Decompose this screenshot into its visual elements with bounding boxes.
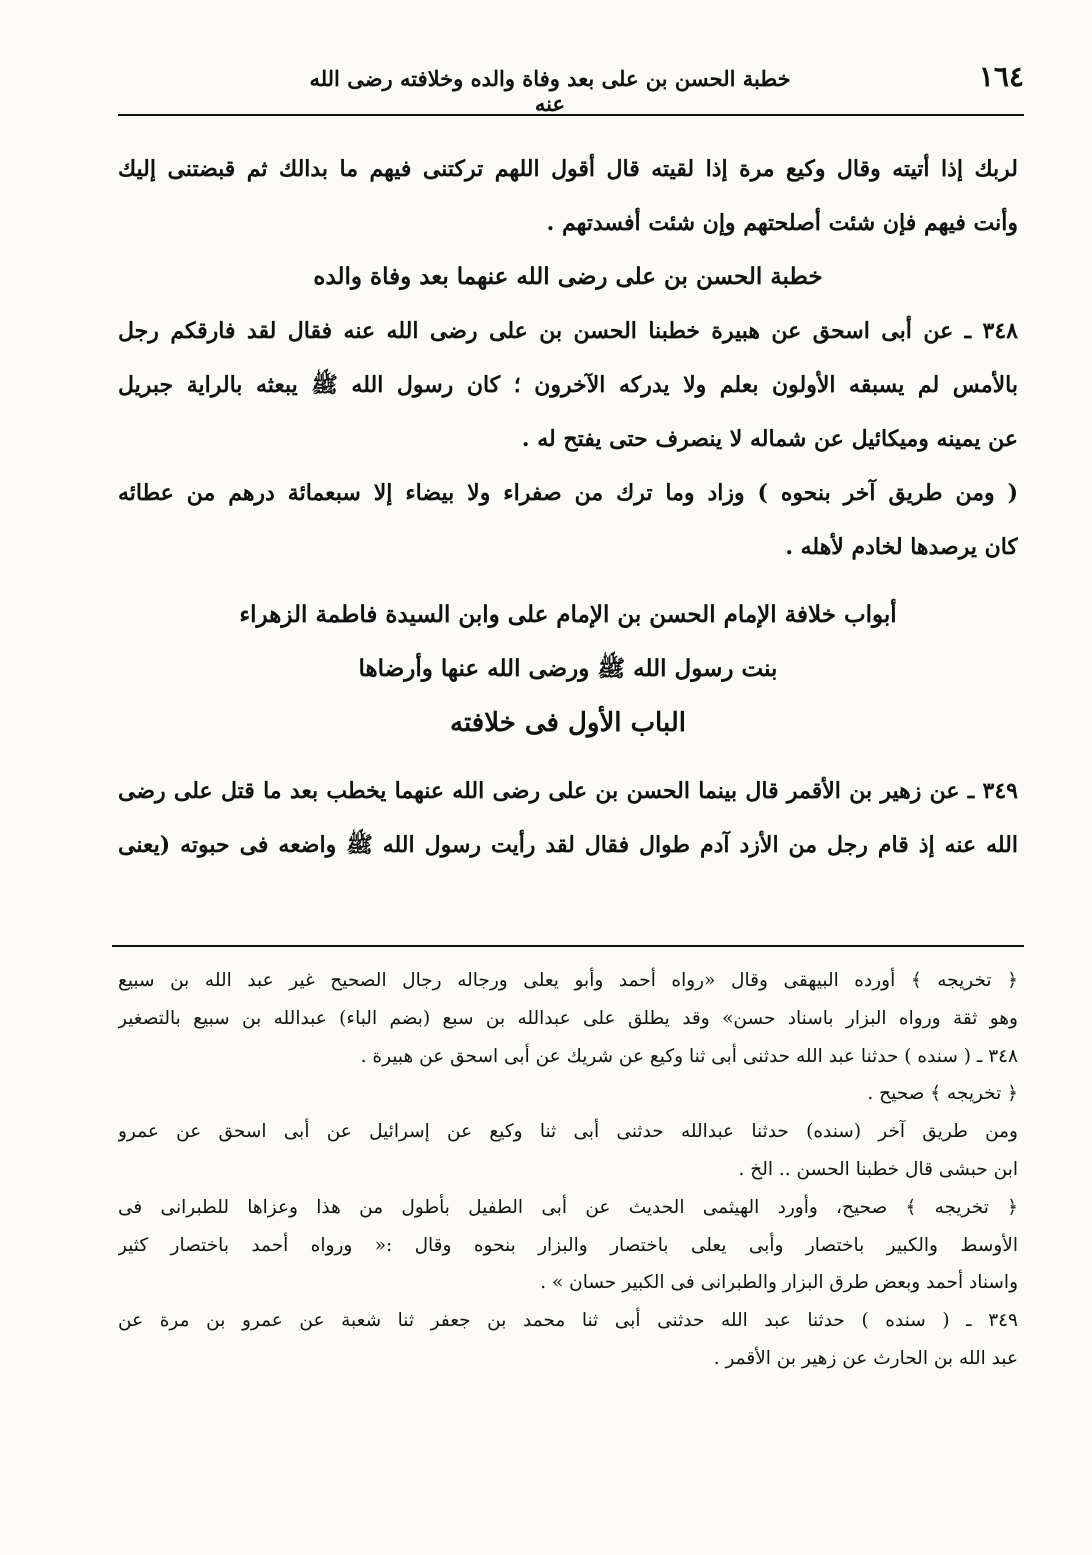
footnote-line: ٣٤٨ ـ ( سنده ) حدثنا عبد الله حدثنى أبى ثنا وكيع عن شريك عن أبى اسحق عن هبيرة .	[360, 1045, 1018, 1067]
header-rule	[118, 114, 1024, 116]
text-line: ( ومن طريق آخر بنحوه ) وزاد وما ترك من صفراء ولا بيضاء إلا سبعمائة درهم من عطائه	[118, 480, 1018, 506]
footnote-rule	[112, 945, 1024, 947]
chapter-title: الباب الأول فى خلافته	[450, 708, 686, 738]
text-line: بالأمس لم يسبقه الأولون بعلم ولا يدركه الآخرون ؛ كان رسول الله ﷺ يبعثه بالراية جبريل	[118, 372, 1018, 398]
chapter-heading: بنت رسول الله ﷺ ورضى الله عنها وأرضاها	[358, 655, 778, 682]
footnote-line: ﴿ تخريجه ﴾ أورده البيهقى وقال «رواه أحمد وأبو يعلى ورجاله رجال الصحيح غير عبد الله بن سبيع	[118, 970, 1018, 991]
footnote-line: واسناد أحمد وبعض طرق البزار والطبرانى فى الكبير حسان » .	[540, 1272, 1018, 1294]
text-line: وأنت فيهم فإن شئت أصلحتهم وإن شئت أفسدتهم .	[546, 210, 1018, 236]
page-number: ١٦٤	[978, 60, 1024, 93]
footnote-line: ومن طريق آخر (سنده) حدثنا عبدالله حدثنى أبى ثنا وكيع عن إسرائيل عن أبى اسحق عن عمرو	[118, 1121, 1018, 1143]
footnote-line: ﴿ تخريجه ﴾ صحيح، وأورد الهيثمى الحديث عن أبى الطفيل بأطول من هذا وعزاها للطبرانى فى	[118, 1196, 1018, 1218]
hadith-348-line: ٣٤٨ ـ عن أبى اسحق عن هبيرة خطبنا الحسن بن على رضى الله عنه فقال لقد فارقكم رجل	[118, 318, 1018, 344]
chapter-heading: أبواب خلافة الإمام الحسن بن الإمام على وابن السيدة فاطمة الزهراء	[239, 601, 897, 628]
running-title: خطبة الحسن بن على بعد وفاة والده وخلافته رضى الله عنه	[309, 66, 791, 116]
text-line: الله عنه إذ قام رجل من الأزد آدم طوال فقال لقد رأيت رسول الله ﷺ واضعه فى حبوته (يعنى	[118, 832, 1018, 858]
text-line: لربك إذا أتيته وقال وكيع مرة إذا لقيته قال أقول اللهم تركتنى فيهم ما بدالك ثم قبضتنى إليك	[118, 156, 1018, 182]
text-line: عن يمينه وميكائيل عن شماله لا ينصرف حتى يفتح له .	[521, 426, 1018, 452]
spacer	[118, 574, 1018, 588]
footnote-line: ﴿ تخريجه ﴾ صحيح .	[867, 1083, 1018, 1105]
hadith-349-line: ٣٤٩ ـ عن زهير بن الأقمر قال بينما الحسن بن على رضى الله عنهما يخطب بعد ما قتل على رضى	[118, 778, 1018, 804]
section-title: خطبة الحسن بن على رضى الله عنهما بعد وفاة والده	[313, 263, 823, 290]
spacer	[118, 750, 1018, 764]
main-text	[118, 142, 1018, 872]
text-line: كان يرصدها لخادم لأهله .	[785, 534, 1018, 560]
footnote-line: الأوسط والكبير باختصار وأبى يعلى باختصار والبزار بنحوه وقال :« ورواه أحمد باختصار كثير	[118, 1234, 1018, 1256]
footnotes	[118, 962, 1018, 1378]
footnote-line: عبد الله بن الحارث عن زهير بن الأقمر .	[713, 1347, 1018, 1369]
footnote-line: ٣٤٩ ـ ( سنده ) حدثنا عبد الله حدثنى أبى ثنا محمد بن جعفر ثنا شعبة عن عمرو بن مرة عن	[118, 1310, 1018, 1332]
footnote-line: ابن حبشى قال خطبنا الحسن .. الخ .	[738, 1158, 1018, 1180]
footnote-line: وهو ثقة ورواه البزار باسناد حسن» وقد يطلق على عبدالله بن سبع (بضم الباء) عبدالله بن سبيع بالتصغير	[118, 1007, 1018, 1029]
